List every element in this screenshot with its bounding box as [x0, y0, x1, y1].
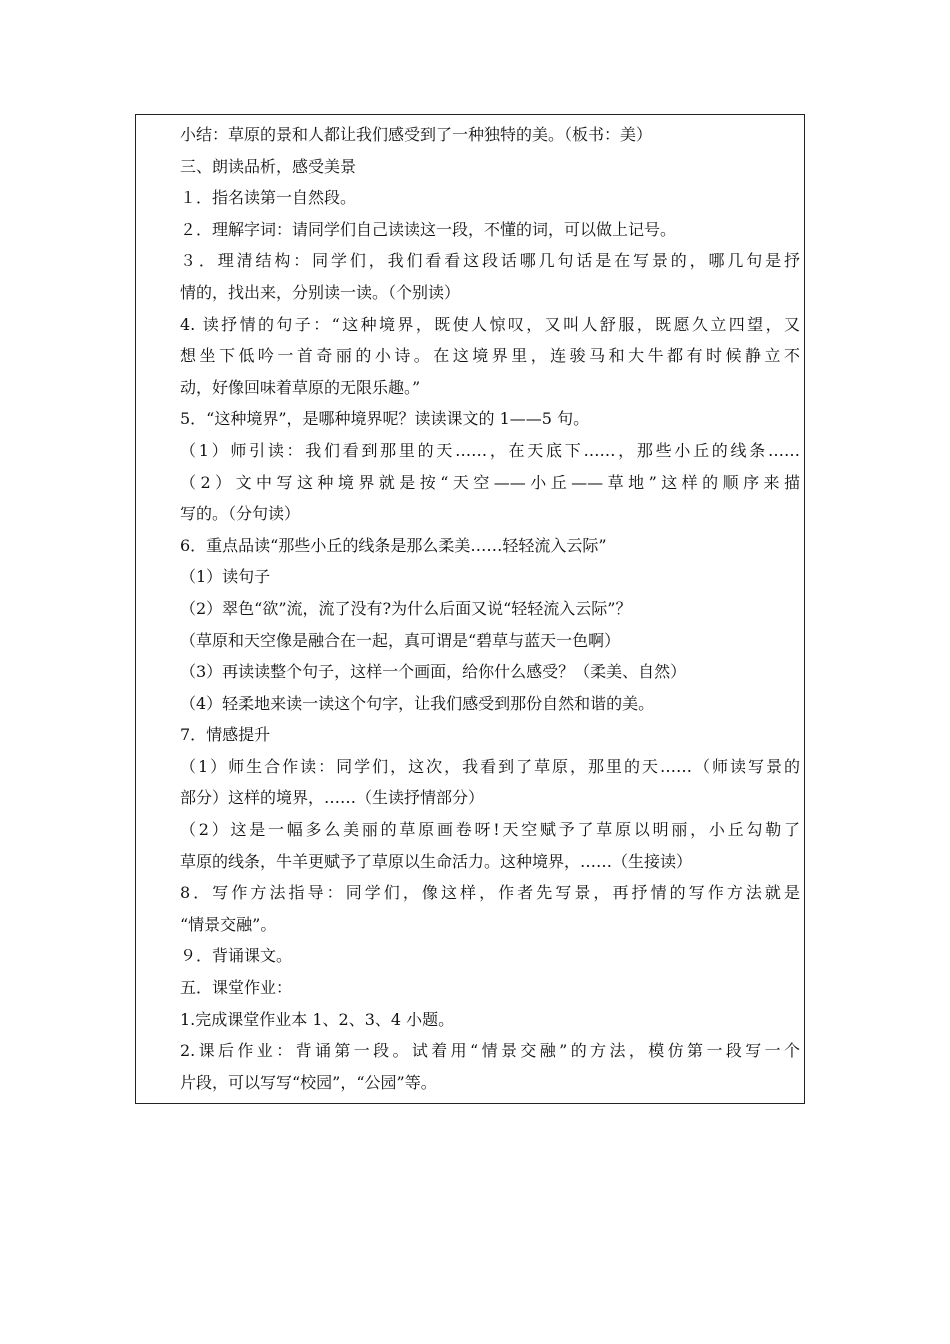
text-line: 片段，可以写写“校园”，“公园”等。 — [180, 1072, 437, 1092]
text-line: 7．情感提升 — [180, 725, 271, 745]
text-line: （1）师生合作读：同学们，这次，我看到了草原，那里的天……（师读写景的 — [180, 756, 800, 776]
text-line: 五．课堂作业： — [180, 978, 293, 998]
text-line: （4）轻柔地来读一读这个句字，让我们感受到那份自然和谐的美。 — [180, 693, 655, 713]
text-line: 4. 读抒情的句子：“这种境界，既使人惊叹，又叫人舒服，既愿久立四望，又 — [180, 314, 800, 334]
text-line: １．指名读第一自然段。 — [180, 188, 357, 208]
text-line: 2.课后作业：背诵第一段。试着用“情景交融”的方法，模仿第一段写一个 — [180, 1041, 800, 1061]
text-line: （2）这是一幅多么美丽的草原画卷呀!天空赋予了草原以明丽，小丘勾勒了 — [180, 820, 800, 840]
text-line: 三、朗读品析，感受美景 — [180, 156, 357, 176]
text-line: （2）翠色“欲”流，流了没有?为什么后面又说“轻轻流入云际”？ — [180, 598, 632, 618]
text-line: “情景交融”。 — [180, 914, 277, 934]
text-line: 想坐下低吟一首奇丽的小诗。在这境界里，连骏马和大牛都有时候静立不 — [180, 346, 800, 366]
text-line: 6．重点品读“那些小丘的线条是那么柔美……轻轻流入云际” — [180, 535, 607, 555]
text-line: （2）文中写这种境界就是按“天空——小丘——草地”这样的顺序来描 — [180, 472, 800, 492]
text-line: 动，好像回味着草原的无限乐趣。” — [180, 377, 421, 397]
text-line: （3）再读读整个句子，这样一个画面，给你什么感受？（柔美、自然） — [180, 662, 687, 682]
text-line: 部分）这样的境界，……（生读抒情部分） — [180, 788, 485, 808]
text-line: 情的，找出来，分别读一读。（个别读） — [180, 282, 461, 302]
text-line: 小结：草原的景和人都让我们感受到了一种独特的美。（板书：美） — [180, 125, 653, 144]
lesson-plan-text — [180, 119, 800, 1098]
text-line: 1.完成课堂作业本 1、2、3、4 小题。 — [180, 1009, 455, 1029]
text-line: ９．背诵课文。 — [180, 946, 293, 966]
text-line: （1）师引读：我们看到那里的天……，在天底下……，那些小丘的线条…… — [180, 440, 800, 460]
text-line: 写的。（分句读） — [180, 504, 301, 524]
text-line: 8．写作方法指导：同学们，像这样，作者先写景，再抒情的写作方法就是 — [180, 883, 800, 903]
text-line: （1）读句子 — [180, 567, 271, 587]
text-line: （草原和天空像是融合在一起，真可谓是“碧草与蓝天一色啊） — [180, 630, 621, 650]
text-line: ３．理清结构：同学们，我们看看这段话哪几句话是在写景的，哪几句是抒 — [180, 251, 800, 271]
text-line: 5．“这种境界”，是哪种境界呢？读读课文的 1——5 句。 — [180, 409, 590, 429]
text-line: ２．理解字词：请同学们自己读读这一段，不懂的词，可以做上记号。 — [180, 219, 677, 239]
text-line: 草原的线条，牛羊更赋予了草原以生命活力。这种境界，……（生接读） — [180, 851, 693, 871]
